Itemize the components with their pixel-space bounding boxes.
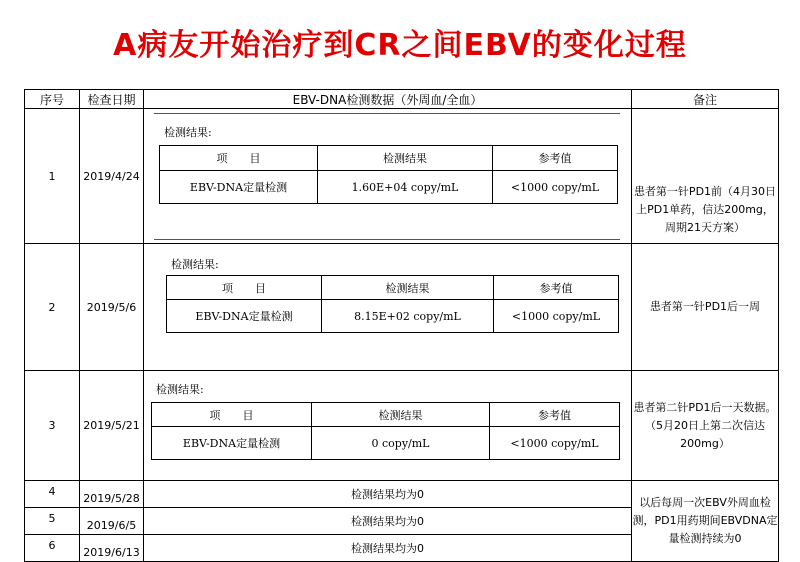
table-row: [25, 109, 779, 244]
divider: [154, 113, 620, 114]
result-label: 检测结果:: [156, 383, 204, 396]
test-result: 0 copy/mL: [312, 427, 490, 460]
row-summary: 检测结果均为0: [144, 481, 632, 508]
divider: [154, 239, 620, 240]
col-reference: 参考值: [494, 276, 619, 300]
row-seq: 4: [25, 481, 80, 508]
col-item: 项 目: [167, 276, 322, 300]
row-date: 2019/6/13: [80, 535, 144, 562]
row-date: 2019/5/28: [80, 481, 144, 508]
test-name: EBV-DNA定量检测: [167, 300, 322, 333]
row-date: 2019/6/5: [80, 508, 144, 535]
result-table: [159, 145, 618, 204]
note-text: 患者第一针PD1前（4月30日上PD1单药，信达200mg，周期21天方案）: [633, 185, 777, 234]
row-seq: 2: [25, 244, 80, 371]
col-item: 项 目: [152, 403, 312, 427]
row-data-cell: [144, 109, 632, 244]
col-item: 项 目: [160, 146, 318, 171]
result-table: [166, 275, 619, 333]
row-note: [632, 109, 779, 244]
test-reference: <1000 copy/mL: [493, 171, 618, 204]
row-note: 患者第二针PD1后一天数据。（5月20日上第二次信达200mg）: [632, 371, 779, 481]
col-reference: 参考值: [490, 403, 620, 427]
merged-note: 以后每周一次EBV外周血检测，PD1用药期间EBVDNA定量检测持续为0: [632, 481, 779, 562]
test-result: 1.60E+04 copy/mL: [318, 171, 493, 204]
header-note: 备注: [632, 90, 779, 109]
row-data-cell: [144, 244, 632, 371]
table-row: [25, 244, 779, 371]
result-label: 检测结果:: [164, 126, 212, 139]
row-summary: 检测结果均为0: [144, 535, 632, 562]
row-date: 2019/4/24: [80, 109, 144, 244]
col-result: 检测结果: [318, 146, 493, 171]
header-date: 检查日期: [80, 90, 144, 109]
test-reference: <1000 copy/mL: [494, 300, 619, 333]
row-seq: 6: [25, 535, 80, 562]
col-result: 检测结果: [322, 276, 494, 300]
row-seq: 3: [25, 371, 80, 481]
test-result: 8.15E+02 copy/mL: [322, 300, 494, 333]
col-reference: 参考值: [493, 146, 618, 171]
row-date: 2019/5/6: [80, 244, 144, 371]
table-header-row: [25, 90, 779, 109]
row-note: 患者第一针PD1后一周: [632, 244, 779, 371]
test-name: EBV-DNA定量检测: [160, 171, 318, 204]
test-name: EBV-DNA定量检测: [152, 427, 312, 460]
test-reference: <1000 copy/mL: [490, 427, 620, 460]
page-title: A病友开始治疗到CR之间EBV的变化过程: [113, 28, 687, 63]
result-label: 检测结果:: [171, 258, 219, 271]
col-result: 检测结果: [312, 403, 490, 427]
header-data: EBV-DNA检测数据（外周血/全血）: [144, 90, 632, 109]
result-table: [151, 402, 620, 460]
table-row: [25, 371, 779, 481]
row-seq: 5: [25, 508, 80, 535]
row-date: 2019/5/21: [80, 371, 144, 481]
header-seq: 序号: [25, 90, 80, 109]
ebv-data-table: [24, 89, 779, 562]
table-row: [25, 481, 779, 508]
row-summary: 检测结果均为0: [144, 508, 632, 535]
row-data-cell: [144, 371, 632, 481]
row-seq: 1: [25, 109, 80, 244]
